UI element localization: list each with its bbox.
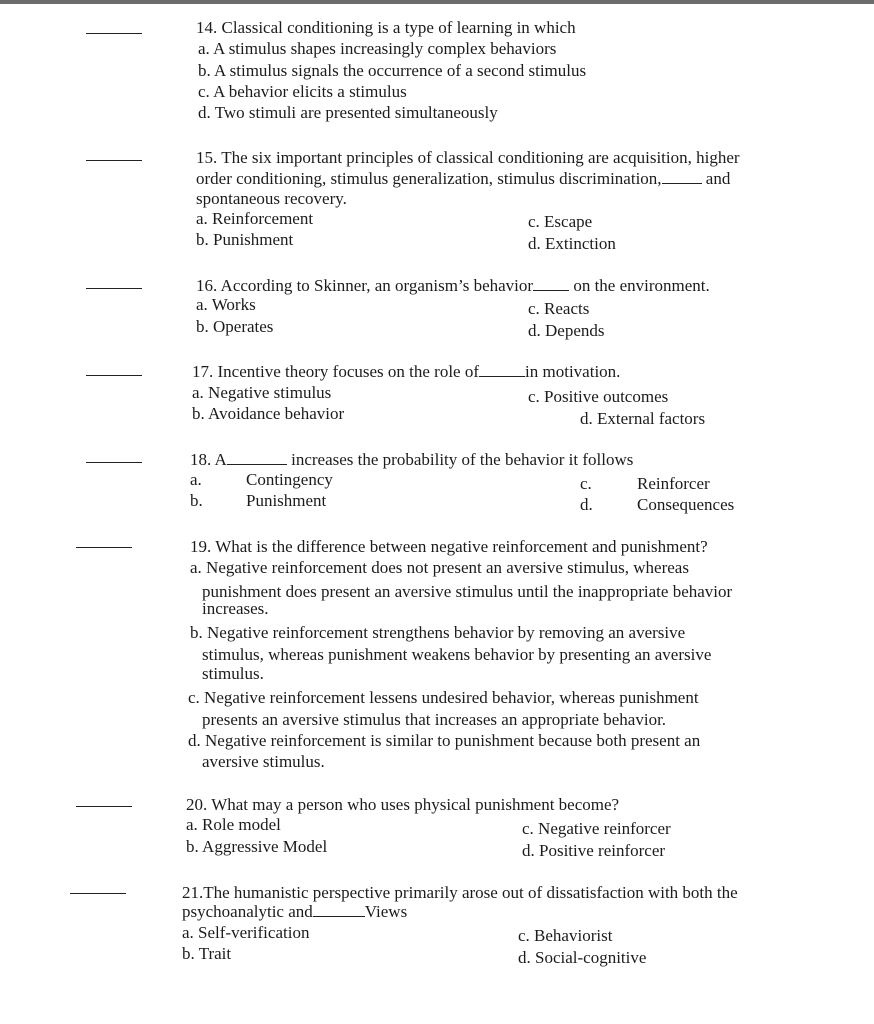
option-a[interactable]: a. Negative stimulus bbox=[192, 383, 332, 402]
stem-text: 17. Incentive theory focuses on the role of bbox=[192, 362, 480, 381]
option-c[interactable]: Reinforcer bbox=[637, 474, 710, 493]
fill-in-blank bbox=[313, 903, 365, 917]
option-c[interactable]: c. Negative reinforcement lessens undesired behavior, whereas punishment bbox=[188, 688, 699, 707]
answer-blank-q18[interactable] bbox=[86, 462, 142, 463]
answer-blank-q19[interactable] bbox=[76, 547, 132, 548]
question-stem: 15. The six important principles of classical conditioning are acquisition, higher bbox=[196, 148, 740, 167]
option-c[interactable]: c. Negative reinforcer bbox=[522, 819, 671, 838]
option-b[interactable]: b. Trait bbox=[182, 944, 232, 963]
option-d[interactable]: d. Positive reinforcer bbox=[522, 841, 666, 860]
option-d[interactable]: d. Extinction bbox=[528, 234, 616, 253]
answer-blank-q17[interactable] bbox=[86, 375, 142, 376]
option-c[interactable]: c. A behavior elicits a stimulus bbox=[198, 82, 407, 101]
option-a[interactable]: a. Negative reinforcement does not present an aversive stimulus, whereas bbox=[190, 558, 689, 577]
option-a-continued: punishment does present an aversive stimulus until the inappropriate behavior bbox=[202, 582, 733, 601]
option-b[interactable]: b. Punishment bbox=[196, 230, 294, 249]
question-stem bbox=[192, 363, 620, 380]
option-b[interactable]: b. A stimulus signals the occurrence of a second stimulus bbox=[198, 61, 587, 80]
question-stem bbox=[190, 451, 633, 468]
option-c-continued: presents an aversive stimulus that increases an appropriate behavior. bbox=[202, 710, 667, 729]
stem-text: Views bbox=[364, 902, 408, 921]
question-stem: 20. What may a person who uses physical punishment become? bbox=[186, 795, 620, 814]
option-b[interactable]: b. Operates bbox=[196, 317, 274, 336]
option-b[interactable]: b. Avoidance behavior bbox=[192, 404, 345, 423]
question-stem-line2 bbox=[196, 170, 730, 187]
fill-in-blank bbox=[479, 363, 525, 377]
option-b-continued: stimulus. bbox=[202, 664, 264, 683]
option-b[interactable]: b. Aggressive Model bbox=[186, 837, 328, 856]
option-letter-d: d. bbox=[580, 495, 593, 514]
fill-in-blank bbox=[662, 170, 702, 184]
stem-text: on the environment. bbox=[573, 276, 710, 295]
stem-text: 16. According to Skinner, an organism’s behavior bbox=[196, 276, 534, 295]
option-a[interactable]: Contingency bbox=[246, 470, 333, 489]
question-stem: 14. Classical conditioning is a type of learning in which bbox=[196, 18, 576, 37]
question-stem: 19. What is the difference between negative reinforcement and punishment? bbox=[190, 537, 708, 556]
page-top-border bbox=[0, 0, 874, 4]
stem-text: and bbox=[705, 169, 731, 188]
question-stem: 21.The humanistic perspective primarily arose out of dissatisfaction with both the bbox=[182, 883, 738, 902]
question-stem bbox=[196, 277, 710, 294]
stem-text: in motivation. bbox=[525, 362, 621, 381]
stem-text: increases the probability of the behavior it follows bbox=[291, 450, 634, 469]
option-d[interactable]: d. External factors bbox=[580, 409, 706, 428]
option-d[interactable]: d. Depends bbox=[528, 321, 605, 340]
option-letter-c: c. bbox=[580, 474, 592, 493]
option-a[interactable]: a. Reinforcement bbox=[196, 209, 314, 228]
stem-text: 18. A bbox=[190, 450, 227, 469]
option-d[interactable]: d. Two stimuli are presented simultaneously bbox=[198, 103, 498, 122]
answer-blank-q21[interactable] bbox=[70, 893, 126, 894]
option-b-continued: stimulus, whereas punishment weakens behavior by presenting an aversive bbox=[202, 645, 712, 664]
option-a[interactable]: a. A stimulus shapes increasingly complex behaviors bbox=[198, 39, 557, 58]
option-letter-b: b. bbox=[190, 491, 203, 510]
option-c[interactable]: c. Positive outcomes bbox=[528, 387, 669, 406]
option-c[interactable]: c. Reacts bbox=[528, 299, 590, 318]
stem-text: psychoanalytic and bbox=[182, 902, 313, 921]
option-c[interactable]: c. Behaviorist bbox=[518, 926, 613, 945]
option-b[interactable]: Punishment bbox=[246, 491, 327, 510]
answer-blank-q20[interactable] bbox=[76, 806, 132, 807]
answer-blank-q16[interactable] bbox=[86, 288, 142, 289]
option-a[interactable]: a. Role model bbox=[186, 815, 281, 834]
option-letter-a: a. bbox=[190, 470, 202, 489]
question-stem-line2 bbox=[182, 903, 407, 920]
option-c[interactable]: c. Escape bbox=[528, 212, 593, 231]
answer-blank-q15[interactable] bbox=[86, 160, 142, 161]
question-stem-line3: spontaneous recovery. bbox=[196, 189, 347, 208]
option-d[interactable]: d. Negative reinforcement is similar to punishment because both present an bbox=[188, 731, 701, 750]
option-a[interactable]: a. Works bbox=[196, 295, 256, 314]
fill-in-blank bbox=[227, 451, 287, 465]
option-b[interactable]: b. Negative reinforcement strengthens behavior by removing an aversive bbox=[190, 623, 686, 642]
option-d-continued: aversive stimulus. bbox=[202, 752, 325, 771]
option-d[interactable]: Consequences bbox=[637, 495, 735, 514]
answer-blank-q14[interactable] bbox=[86, 33, 142, 34]
option-a-continued: increases. bbox=[202, 599, 269, 618]
option-d[interactable]: d. Social-cognitive bbox=[518, 948, 647, 967]
stem-text: order conditioning, stimulus generalization, stimulus discrimination, bbox=[196, 169, 662, 188]
option-a[interactable]: a. Self-verification bbox=[182, 923, 310, 942]
fill-in-blank bbox=[533, 277, 569, 291]
